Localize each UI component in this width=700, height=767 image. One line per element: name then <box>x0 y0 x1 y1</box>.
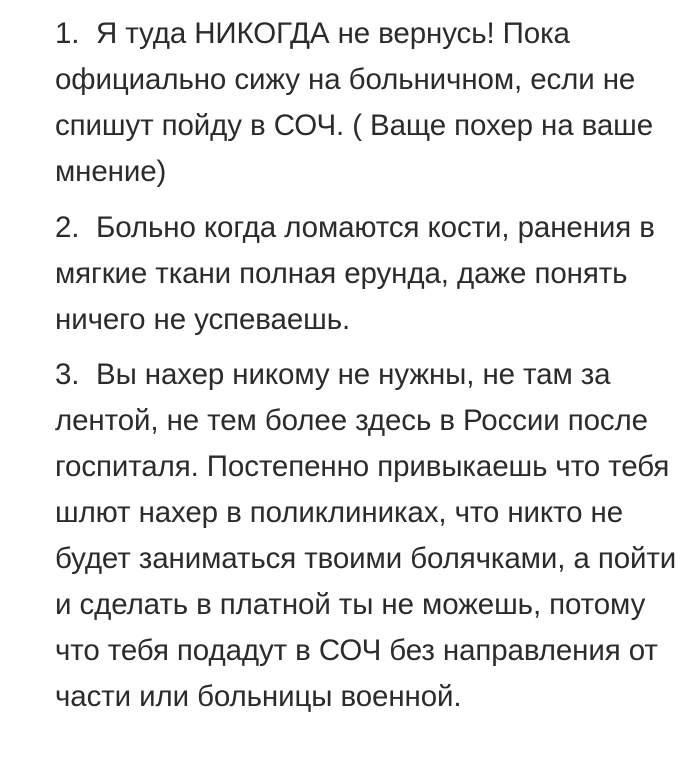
list-item <box>55 352 691 720</box>
list-item <box>55 205 691 343</box>
list-item-number: 3. <box>55 358 80 391</box>
list-item-number: 2. <box>55 211 80 244</box>
list-item-text: Я туда НИКОГДА не вернусь! Пока официально сижу на больничном, если не спишут пойду в СОЧ. ( Ваще похер на ваше мнение) <box>55 17 654 188</box>
list-item <box>55 11 691 195</box>
list-item-number: 1. <box>55 17 80 50</box>
list-item-text: Вы нахер никому не нужны, не там за лентой, не тем более здесь в России после госпиталя. Постепенно привыкаешь что тебя шлют нахер в поликлиниках, что никто не будет заниматься твоими болячками, а пойти и сделать в платной ты не можешь, потому что тебя подадут в СОЧ без направления от части или больницы военной. <box>55 358 677 713</box>
list-item-text: Больно когда ломаются кости, ранения в мягкие ткани полная ерунда, даже понять ничего не успеваешь. <box>55 211 655 336</box>
